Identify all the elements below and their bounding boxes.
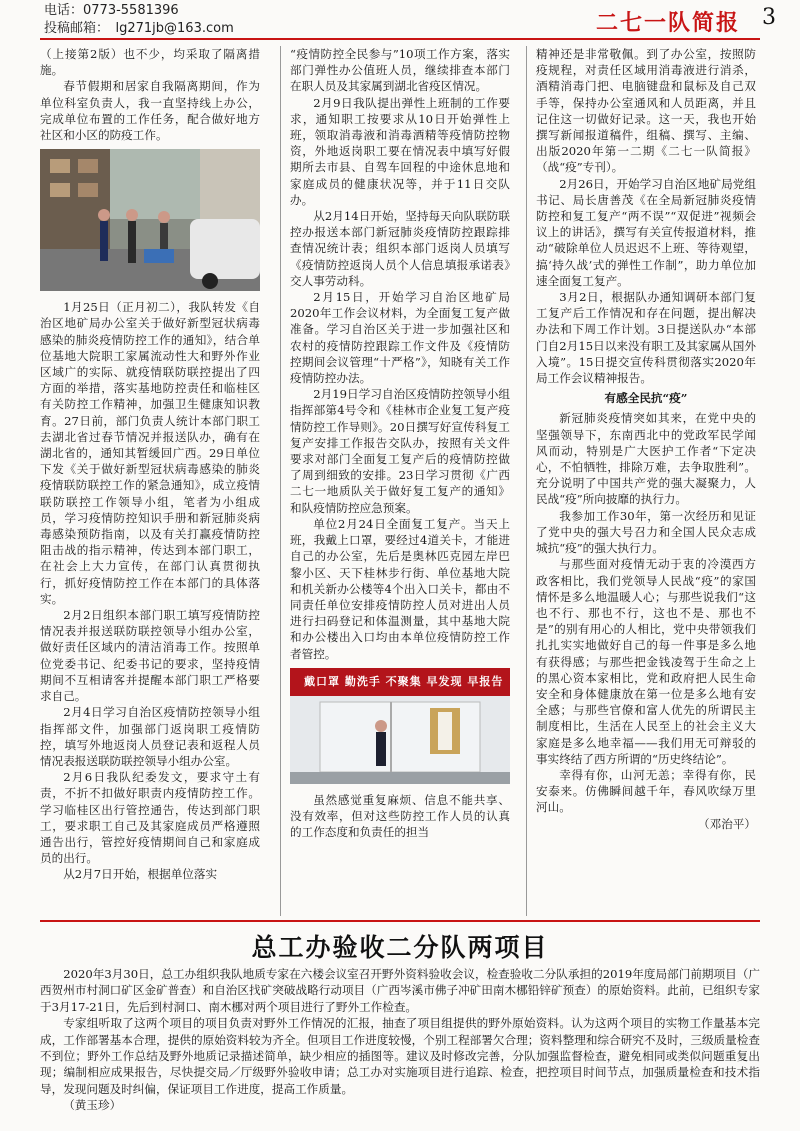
column-divider: [280, 46, 281, 916]
paragraph: 专家组听取了这两个项目的项目负责对野外工作情况的汇报，抽查了项目组提供的野外原始资料。认为这两个项目的实物工作量基本完成，工作部署基本合理，提供的原始资料较为齐全。但项目工作进度较慢，个别工程部署欠合理；资料整理和综合研究不及时，三级质量检查不到位；野外工作总结及野外地质记录描述简单，缺少相应的插图等。建议及时修改完善，分队加强监督检查，避免相同或类似问题重复出现；编制相应成果报告，尽快提交局／厅级野外验收申请；总工办对实施项目进行追踪、检查，把控项目时间节点，加强质量检查和技术指导，发现问题及时纠偏，保证项目工作进度，提高工作质量。: [40, 1016, 760, 1096]
paragraph: 从2月7日开始，根据单位落实: [63, 867, 218, 882]
paragraph: 2月26日，开始学习自治区地矿局党组书记、局长唐善茂《在全局新冠肺炎疫情防控和复工复产“两不误”“双促进”视频会议上的讲话》，撰写有关宣传报道材料，推动“破除单位人员迟迟不上班、等待观望，搞‘持久战’式的弹性工作制”，助力单位加速全面复工复产。: [536, 176, 756, 288]
bottom-article: [40, 966, 760, 1114]
section-rule: [40, 920, 760, 922]
paragraph: “疫情防控全民参与”10项工作方案，落实部门弹性办公值班人员，继续排查本部门在职人员及其家属到湖北省疫区情况。: [290, 47, 510, 94]
paragraph: 春节假期和居家自我隔离期间，作为单位科室负责人，我一直坚持线上办公，完成单位布置的工作任务，配合做好地方社区和小区的防疫工作。: [40, 79, 260, 143]
header-rule: [40, 38, 760, 40]
photo-office-entrance: [290, 668, 510, 784]
column-divider: [526, 46, 527, 916]
paragraph: 新冠肺炎疫情突如其来，在党中央的坚强领导下，东南西北中的党政军民学闻风而动，特别是广大医护工作者“下定决心，不怕牺牲，排除万难，去争取胜利”。充分说明了中国共产党的强大凝聚力，人民战“疫”所向披靡的执行力。: [536, 411, 756, 507]
page-number: 3: [762, 5, 776, 30]
banner-slogan: 戴口罩 勤洗手 不聚集 早发现 早报告: [304, 674, 504, 688]
photo-illustration: [40, 149, 260, 291]
paragraph: 2月9日我队提出弹性上班制的工作要求，通知职工按要求从10日开始弹性上班，领取消毒液和消毒酒精等疫情防控物资，外地返岗职工要在情况表中填写好假期所去市县、自驾车回程的中途休息地和家庭成员的健康状况等，并于11日交队办。: [290, 95, 510, 207]
author-byline: （黄玉珍）: [63, 1098, 122, 1113]
paragraph: 我参加工作30年，第一次经历和见证了党中央的强大号召力和全国人民众志成城抗“疫”的强大执行力。: [536, 508, 756, 556]
subheading: 有感全民抗“疫”: [604, 391, 688, 406]
author-byline: （邓治平）: [698, 816, 756, 831]
paragraph: 2月19日学习自治区疫情防控领导小组指挥部第4号令和《桂林市企业复工复产疫情防控工作导则》。20日撰写好宣传科复工复产安排工作报告交队办，按照有关文件要求对部门全面复工复产后的疫情防控做了周到细致的安排。23日学习贯彻《广西二七一地质队关于做好复工复产的通知》和队疫情防控应急预案。: [290, 387, 510, 515]
paragraph: 1月25日（正月初二），我队转发《自治区地矿局办公室关于做好新型冠状病毒感染的肺炎疫情防控工作的通知》，结合单位基地大院职工家属流动性大和野外作业区域广的实际、就疫情联防联控提出了四方面的举措，落实基地防控责任和临桂区有关防控工作精神，加强卫生健康知识教育。27日前，部门负责人统计本部门职工去湖北省过春节情况并报送队办，确有在湖北省的，通知其暂缓回广西。29日单位下发《关于做好新型冠状病毒感染的肺炎疫情联防联控工作的紧急通知》，成立疫情联防联控工作领导小组，笔者为小组成员，学习疫情防控知识手册和新冠肺炎病毒感染预防指南，以及有关打赢疫情防控阻击战的指示精神，传达到本部门职工，在社会上大力宣传，在部门认真贯彻执行，抓好疫情防控工作在本部门的具体落实。: [40, 300, 260, 606]
paragraph: 从2月14日开始，坚持每天向队联防联控办报送本部门新冠肺炎疫情防控跟踪排查情况统计表；组织本部门返岗人员填写《疫情防控返岗人员个人信息填报承诺表》交人事劳动科。: [290, 209, 510, 288]
paragraph: 单位2月24日全面复工复产。当天上班，我戴上口罩，要经过4道关卡，才能进自己的办公室，先后是奥林匹克园左岸巴黎小区、天下桂林步行街、单位基地大院和机关新办公楼等4个出入口关卡，都由不同责任单位安排疫情防控人员对进出人员进行扫码登记和体温测量，其中基地大院和办公楼出入口均由本单位疫情防控工作者管控。: [290, 516, 510, 661]
header-email: 投稿邮箱： lg271jb@163.com: [44, 21, 234, 36]
header-phone: 电话：0773-5581396: [44, 3, 179, 18]
photo-residential-checkpoint: [40, 149, 260, 291]
paragraph: （上接第2版）也不少，均采取了隔离措施。: [40, 47, 260, 78]
paragraph: 精神还是非常敬佩。到了办公室，按照防疫规程，对责任区域用消毒液进行消杀，酒精消毒门把、电脑键盘和鼠标及自己双手等，保持办公室通风和人员距离，并且记住这一切做好记录。这一天，我也开始撰写新闻报道稿件，组稿、撰写、主编、出版2020年第一二期《二七一队简报》（战“疫”专刊）。: [536, 47, 756, 175]
paragraph: 3月2日，根据队办通知调研本部门复工复产后工作情况和存在问题，提出解决办法和下周工作计划。3日提送队办“本部门自2月15日以来没有职工及其家属从国外入境”。15日提交宣传科贯彻落实2020年局工作会议精神报告。: [536, 290, 756, 386]
article-title: 总工办验收二分队两项目: [251, 933, 549, 962]
masthead-title: 二七一队简报: [595, 10, 740, 36]
paragraph: 虽然感觉重复麻烦、信息不能共享、没有效率，但对这些防控工作人员的认真的工作态度和负责任的担当: [290, 792, 510, 840]
header-contact: [44, 2, 234, 38]
paragraph: 2月6日我队纪委发文，要求守土有责，不折不扣做好职责内疫情防控工作。学习临桂区出行管控通告，传达到部门职工，要求职工自己及其家庭成员严格遵照通告出行，管控好疫情期间自己和家庭成员的出行。: [40, 770, 260, 866]
paragraph: 2020年3月30日，总工办组织我队地质专家在六楼会议室召开野外资料验收会议，检查验收二分队承担的2019年度局部门前期项目（广西贺州市村洞口矿区金矿普查）和自治区找矿突破战略行动项目（广西岑溪市佛子冲矿田南木梛铅锌矿预查）的原始资料。此前，已组织专家于3月17-21日，先后到村洞口、南木梛对两个项目进行了野外工作检查。: [40, 967, 760, 1014]
article-column-3: [536, 46, 756, 832]
article-column-2: [290, 46, 510, 840]
paragraph: 2月15日，开始学习自治区地矿局2020年工作会议材料，为全面复工复产做准备。学习自治区关于进一步加强社区和农村的疫情防控跟踪工作文件及《疫情防控期间会议管理“十严格”》，知晓有关工作疫情防控办法。: [290, 290, 510, 386]
paragraph: 幸得有你，山河无恙；幸得有你，民安泰来。仿佛瞬间越千年，春风吹绿万里河山。: [536, 767, 756, 815]
paragraph: 与那些面对疫情无动于衷的冷漠西方政客相比，我们党领导人民战“疫”的家国情怀是多么地温暖人心；与那些说我们“这也不行、那也不行，这也不是、那也不是”的别有用心的人相比，党中央带领我们扎扎实实地做好自己的每一件事是多么地有获得感；与那些把金钱凌驾于生命之上的黑心资本家相比，党和政府把人民生命安全和身体健康放在第一位是多么地有安全感；与那些官僚和富人优先的所谓民主制度相比，生活在人民至上的社会主义大家庭是多么地幸福——我们用无可辩驳的事实终结了西方所谓的“历史终结论”。: [536, 557, 756, 766]
article-column-1: [40, 46, 260, 883]
paragraph: 2月4日学习自治区疫情防控领导小组指挥部文件，加强部门返岗职工疫情防控，填写外地返岗人员登记表和返程人员情况表报送联防联控领导小组办公室。: [40, 705, 260, 768]
paragraph: 2月2日组织本部门职工填写疫情防控情况表并报送联防联控领导小组办公室，做好责任区域内的清洁消毒工作。按照单位党委书记、纪委书记的要求，坚持疫情期间不互相请客并提醒本部门职工严格要求自己。: [40, 608, 260, 704]
